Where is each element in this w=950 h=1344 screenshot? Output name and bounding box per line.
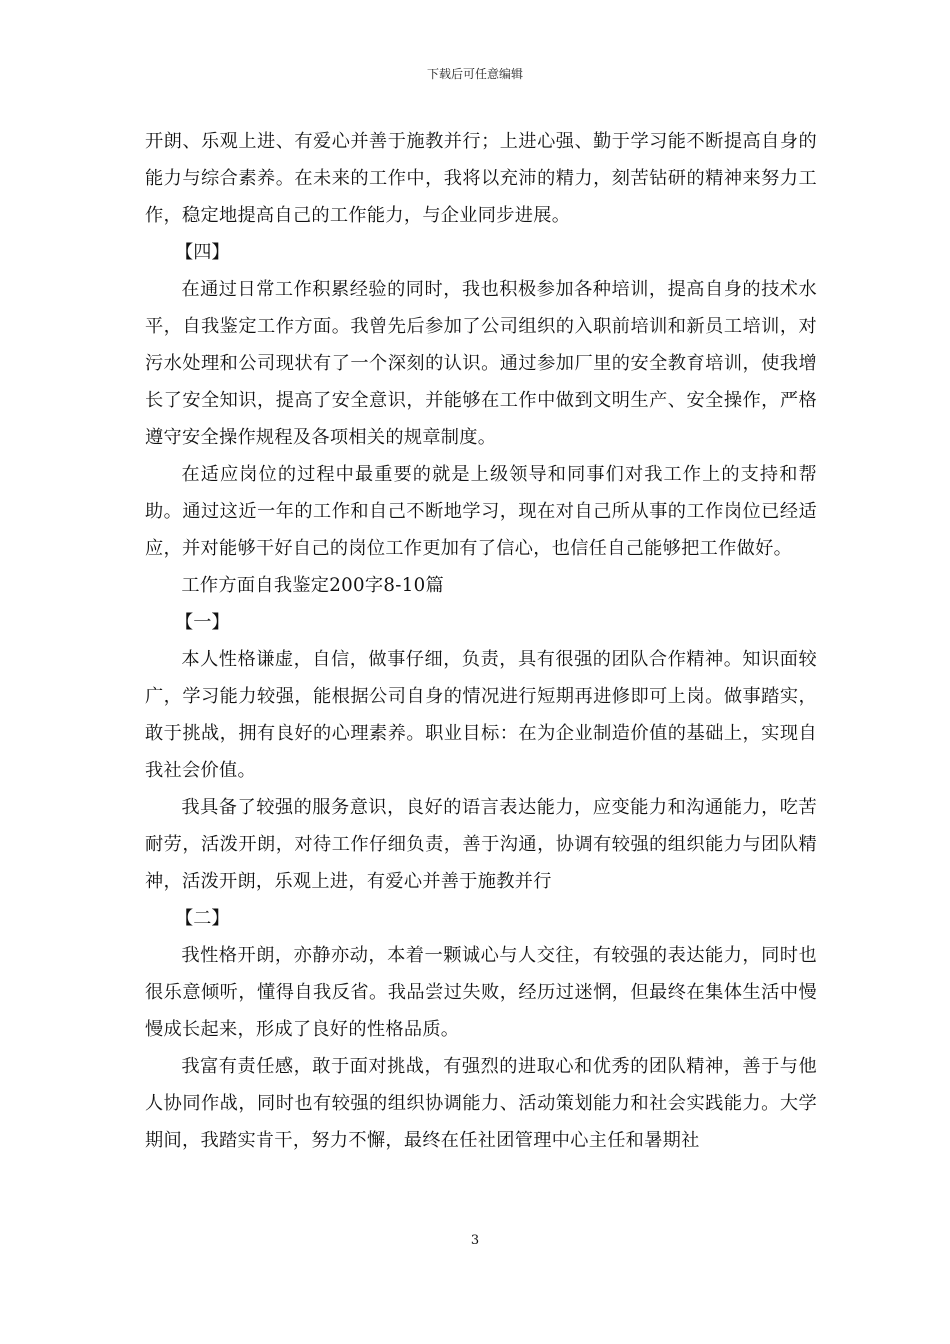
page-header: 下载后可任意编辑 [426,67,523,81]
section-heading: 【四】 [175,242,230,263]
paragraph: 本人性格谦虚，自信，做事仔细，负责，具有很强的团队合作精神。知识面较广，学习能力较强，能根据公司自身的情况进行短期再进修即可上岗。做事踏实，敢于挑战，拥有良好的心理素养。职业目标：在为企业制造价值的基础上，实现自我社会价值。 [145,649,817,781]
paragraph: 我具备了较强的服务意识，良好的语言表达能力，应变能力和沟通能力，吃苦耐劳，活泼开朗，对待工作仔细负责，善于沟通，协调有较强的组织能力与团队精神，活泼开朗，乐观上进，有爱心并善于施教并行 [145,797,817,892]
paragraph: 我富有责任感，敢于面对挑战，有强烈的进取心和优秀的团队精神，善于与他人协同作战，同时也有较强的组织协调能力、活动策划能力和社会实践能力。大学期间，我踏实肯干，努力不懈，最终在任社团管理中心主任和暑期社 [145,1056,817,1151]
section-heading: 【一】 [175,612,230,633]
section-heading: 【二】 [175,908,230,929]
paragraph: 我性格开朗，亦静亦动，本着一颗诚心与人交往，有较强的表达能力，同时也很乐意倾听，懂得自我反省。我品尝过失败，经历过迷惘，但最终在集体生活中慢慢成长起来，形成了良好的性格品质。 [145,945,817,1040]
paragraph: 在适应岗位的过程中最重要的就是上级领导和同事们对我工作上的支持和帮助。通过这近一年的工作和自己不断地学习，现在对自己所从事的工作岗位已经适应，并对能够干好自己的岗位工作更加有了信心，也信任自己能够把工作做好。 [145,464,817,559]
paragraph: 在通过日常工作积累经验的同时，我也积极参加各种培训，提高自身的技术水平，自我鉴定工作方面。我曾先后参加了公司组织的入职前培训和新员工培训，对污水处理和公司现状有了一个深刻的认识。通过参加厂里的安全教育培训，使我增长了安全知识，提高了安全意识，并能够在工作中做到文明生产、安全操作，严格遵守安全操作规程及各项相关的规章制度。 [145,279,817,448]
paragraph: 开朗、乐观上进、有爱心并善于施教并行；上进心强、勤于学习能不断提高自身的能力与综合素养。在未来的工作中，我将以充沛的精力，刻苦钻研的精神来努力工作，稳定地提高自己的工作能力，与企业同步进展。 [145,131,817,226]
document-subtitle: 工作方面自我鉴定200字8-10篇 [181,575,444,596]
document-body [145,123,817,1159]
page-number: 3 [470,1233,480,1248]
